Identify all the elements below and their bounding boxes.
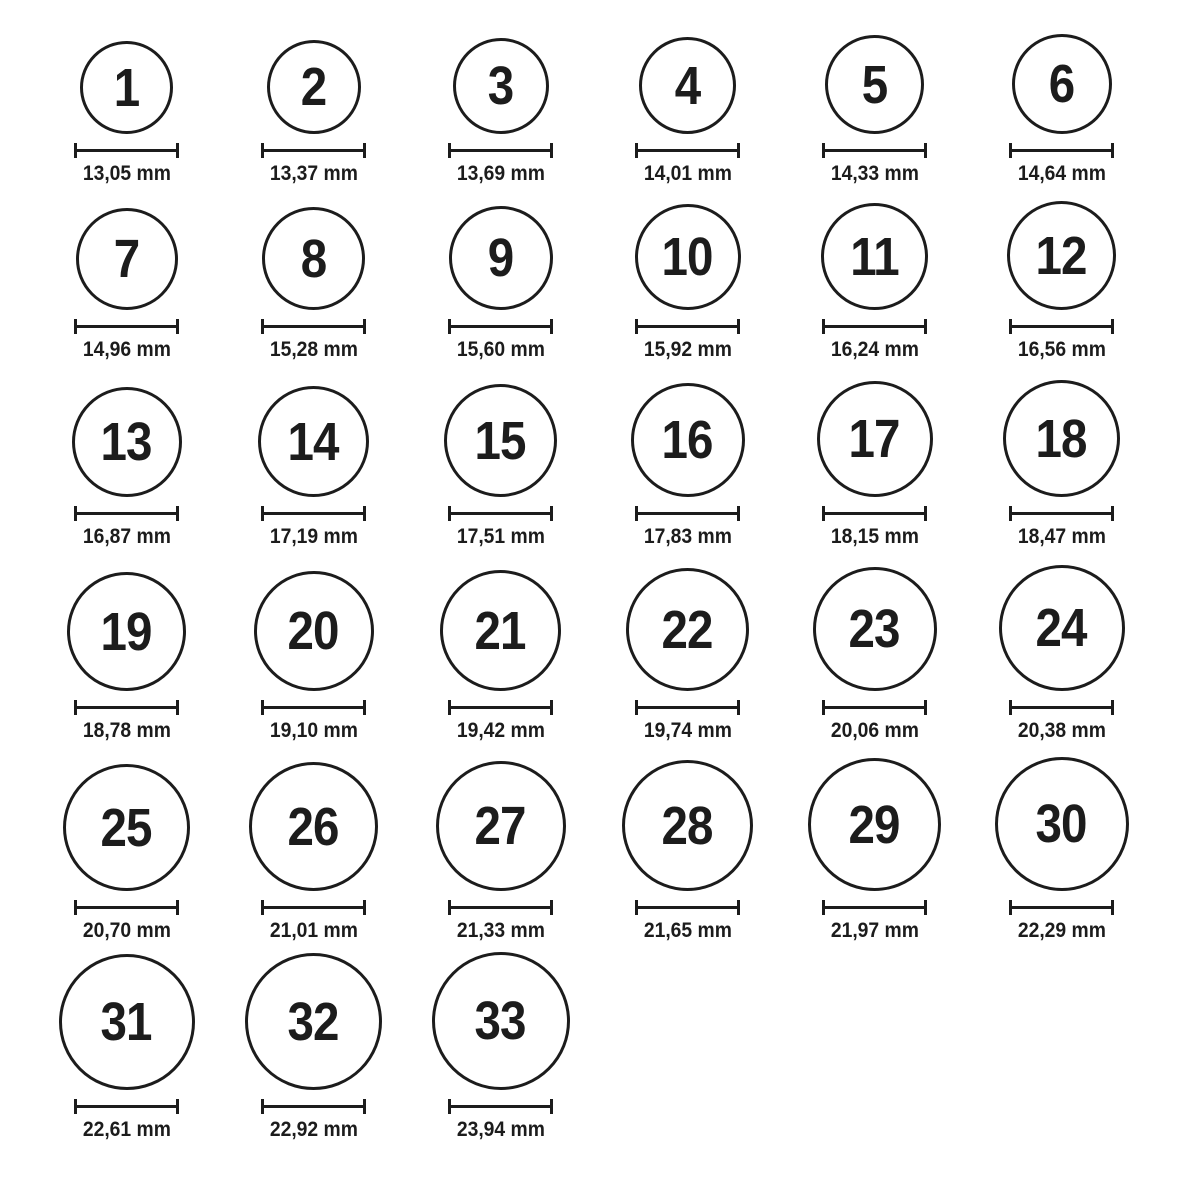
ring-size-number: 13 <box>100 412 153 472</box>
ring-circle <box>80 41 173 134</box>
ring-cell <box>407 761 594 947</box>
ring-cell <box>220 571 407 747</box>
ring-circle <box>440 570 561 691</box>
ring-cell <box>781 758 968 947</box>
ring-circle <box>821 203 928 310</box>
ring-cell <box>33 387 220 553</box>
ring-cell <box>968 757 1155 947</box>
diameter-label: 14,64 mm <box>1017 162 1106 185</box>
ring-circle <box>72 387 182 497</box>
ring-size-number: 21 <box>474 600 527 661</box>
diameter-measure-line <box>635 506 740 521</box>
ring-size-number: 4 <box>674 55 701 116</box>
diameter-measure-line <box>822 700 927 715</box>
ring-circle <box>622 760 753 891</box>
diameter-measure-line <box>448 319 553 334</box>
ring-cell <box>33 208 220 366</box>
ring-cell <box>968 201 1155 366</box>
ring-circle <box>449 206 553 310</box>
ring-cell <box>220 207 407 366</box>
ring-circle <box>63 764 190 891</box>
diameter-measure-line <box>448 1099 553 1114</box>
diameter-measure-line <box>261 143 366 158</box>
ring-cell <box>220 40 407 190</box>
ring-cell <box>594 568 781 747</box>
diameter-label: 19,42 mm <box>456 719 545 742</box>
ring-circle <box>1012 34 1112 134</box>
ring-circle <box>999 565 1125 691</box>
diameter-label: 13,69 mm <box>456 162 545 185</box>
ring-circle <box>262 207 365 310</box>
diameter-measure-line <box>448 506 553 521</box>
ring-size-number: 24 <box>1035 598 1088 658</box>
ring-cell <box>968 380 1155 553</box>
diameter-label: 18,47 mm <box>1017 525 1106 548</box>
diameter-label: 20,38 mm <box>1017 719 1106 742</box>
diameter-label: 17,51 mm <box>456 525 545 548</box>
diameter-measure-line <box>822 506 927 521</box>
diameter-measure-line <box>74 700 179 715</box>
ring-circle <box>432 952 570 1090</box>
diameter-measure-line <box>635 900 740 915</box>
chart-row <box>33 190 1200 366</box>
diameter-measure-line <box>448 900 553 915</box>
diameter-label: 22,29 mm <box>1017 919 1106 942</box>
diameter-label: 21,01 mm <box>269 919 358 942</box>
ring-size-number: 3 <box>487 56 514 116</box>
diameter-measure-line <box>635 700 740 715</box>
ring-cell <box>407 952 594 1146</box>
diameter-label: 21,33 mm <box>456 919 545 942</box>
ring-circle <box>631 383 745 497</box>
diameter-measure-line <box>822 900 927 915</box>
ring-cell <box>781 567 968 747</box>
diameter-measure-line <box>261 700 366 715</box>
diameter-label: 19,74 mm <box>643 719 732 742</box>
diameter-measure-line <box>74 506 179 521</box>
diameter-label: 15,60 mm <box>456 338 545 361</box>
diameter-label: 16,56 mm <box>1017 338 1106 361</box>
ring-circle <box>245 953 382 1090</box>
chart-row <box>33 553 1200 747</box>
diameter-label: 13,37 mm <box>269 162 358 185</box>
ring-size-number: 29 <box>848 794 901 855</box>
ring-size-number: 31 <box>100 992 153 1052</box>
ring-size-number: 33 <box>474 991 527 1051</box>
ring-cell <box>33 954 220 1146</box>
ring-cell <box>594 383 781 553</box>
ring-cell <box>594 204 781 366</box>
diameter-measure-line <box>1009 143 1114 158</box>
diameter-label: 18,78 mm <box>82 719 171 742</box>
ring-cell <box>220 762 407 947</box>
ring-size-number: 9 <box>487 228 514 288</box>
ring-size-number: 25 <box>100 797 153 858</box>
ring-circle <box>436 761 566 891</box>
diameter-measure-line <box>261 900 366 915</box>
ring-size-number: 15 <box>474 410 527 471</box>
ring-size-number: 10 <box>661 227 714 287</box>
ring-cell <box>781 35 968 190</box>
ring-cell <box>781 203 968 366</box>
diameter-measure-line <box>635 143 740 158</box>
ring-size-number: 6 <box>1048 54 1075 114</box>
ring-cell <box>220 953 407 1146</box>
ring-circle <box>1007 201 1116 310</box>
diameter-measure-line <box>261 506 366 521</box>
diameter-measure-line <box>635 319 740 334</box>
ring-circle <box>258 386 369 497</box>
diameter-label: 14,96 mm <box>82 338 171 361</box>
chart-row <box>33 366 1200 553</box>
diameter-label: 16,87 mm <box>82 525 171 548</box>
ring-size-number: 30 <box>1035 794 1088 854</box>
diameter-measure-line <box>74 319 179 334</box>
diameter-measure-line <box>74 900 179 915</box>
ring-circle <box>995 757 1129 891</box>
ring-circle <box>635 204 741 310</box>
diameter-label: 21,65 mm <box>643 919 732 942</box>
ring-circle <box>813 567 937 691</box>
diameter-measure-line <box>448 700 553 715</box>
ring-size-number: 5 <box>861 54 888 115</box>
diameter-label: 15,92 mm <box>643 338 732 361</box>
ring-circle <box>249 762 378 891</box>
ring-size-number: 11 <box>850 226 899 287</box>
ring-cell <box>968 565 1155 747</box>
ring-cell <box>407 206 594 366</box>
ring-circle <box>76 208 178 310</box>
ring-cell <box>33 764 220 947</box>
ring-size-number: 8 <box>300 228 327 289</box>
diameter-measure-line <box>74 143 179 158</box>
ring-size-number: 2 <box>300 57 327 117</box>
diameter-label: 23,94 mm <box>456 1118 545 1141</box>
ring-size-number: 12 <box>1035 225 1088 286</box>
chart-row <box>33 0 1200 190</box>
ring-size-number: 32 <box>287 991 340 1052</box>
ring-size-number: 19 <box>100 601 153 662</box>
diameter-label: 18,15 mm <box>830 525 919 548</box>
diameter-label: 19,10 mm <box>269 719 358 742</box>
ring-size-number: 1 <box>113 57 140 118</box>
diameter-label: 21,97 mm <box>830 919 919 942</box>
ring-cell <box>220 386 407 553</box>
ring-size-number: 27 <box>474 796 527 856</box>
ring-circle <box>825 35 924 134</box>
ring-size-number: 20 <box>287 601 340 661</box>
diameter-label: 20,70 mm <box>82 919 171 942</box>
ring-circle <box>267 40 361 134</box>
diameter-label: 22,61 mm <box>82 1118 171 1141</box>
ring-size-number: 28 <box>661 795 714 856</box>
diameter-label: 16,24 mm <box>830 338 919 361</box>
diameter-label: 22,92 mm <box>269 1118 358 1141</box>
diameter-label: 14,33 mm <box>830 162 919 185</box>
diameter-measure-line <box>261 1099 366 1114</box>
diameter-measure-line <box>1009 700 1114 715</box>
ring-circle <box>817 381 933 497</box>
diameter-measure-line <box>74 1099 179 1114</box>
ring-circle <box>808 758 941 891</box>
ring-circle <box>254 571 374 691</box>
chart-row <box>33 947 1200 1146</box>
ring-circle <box>444 384 557 497</box>
ring-size-number: 16 <box>661 410 714 470</box>
ring-size-number: 26 <box>287 796 340 857</box>
diameter-label: 17,19 mm <box>269 525 358 548</box>
ring-cell <box>594 37 781 190</box>
ring-cell <box>33 572 220 747</box>
diameter-measure-line <box>1009 319 1114 334</box>
ring-size-number: 17 <box>848 409 901 469</box>
diameter-measure-line <box>261 319 366 334</box>
diameter-label: 15,28 mm <box>269 338 358 361</box>
diameter-measure-line <box>1009 506 1114 521</box>
ring-cell <box>968 34 1155 190</box>
diameter-measure-line <box>822 319 927 334</box>
diameter-label: 13,05 mm <box>82 162 171 185</box>
ring-circle <box>1003 380 1120 497</box>
ring-size-number: 14 <box>287 411 340 472</box>
ring-circle <box>626 568 749 691</box>
ring-cell <box>594 760 781 947</box>
ring-size-number: 22 <box>661 599 714 660</box>
ring-cell <box>33 41 220 190</box>
ring-circle <box>67 572 186 691</box>
diameter-label: 14,01 mm <box>643 162 732 185</box>
ring-circle <box>639 37 736 134</box>
ring-circle <box>59 954 195 1090</box>
chart-row <box>33 747 1200 947</box>
ring-cell <box>781 381 968 553</box>
ring-size-number: 23 <box>848 599 901 659</box>
ring-cell <box>407 570 594 747</box>
diameter-measure-line <box>448 143 553 158</box>
diameter-measure-line <box>822 143 927 158</box>
diameter-label: 20,06 mm <box>830 719 919 742</box>
ring-cell <box>407 38 594 190</box>
ring-size-number: 7 <box>113 229 140 289</box>
ring-circle <box>453 38 549 134</box>
ring-cell <box>407 384 594 553</box>
diameter-measure-line <box>1009 900 1114 915</box>
ring-size-number: 18 <box>1035 408 1088 469</box>
diameter-label: 17,83 mm <box>643 525 732 548</box>
